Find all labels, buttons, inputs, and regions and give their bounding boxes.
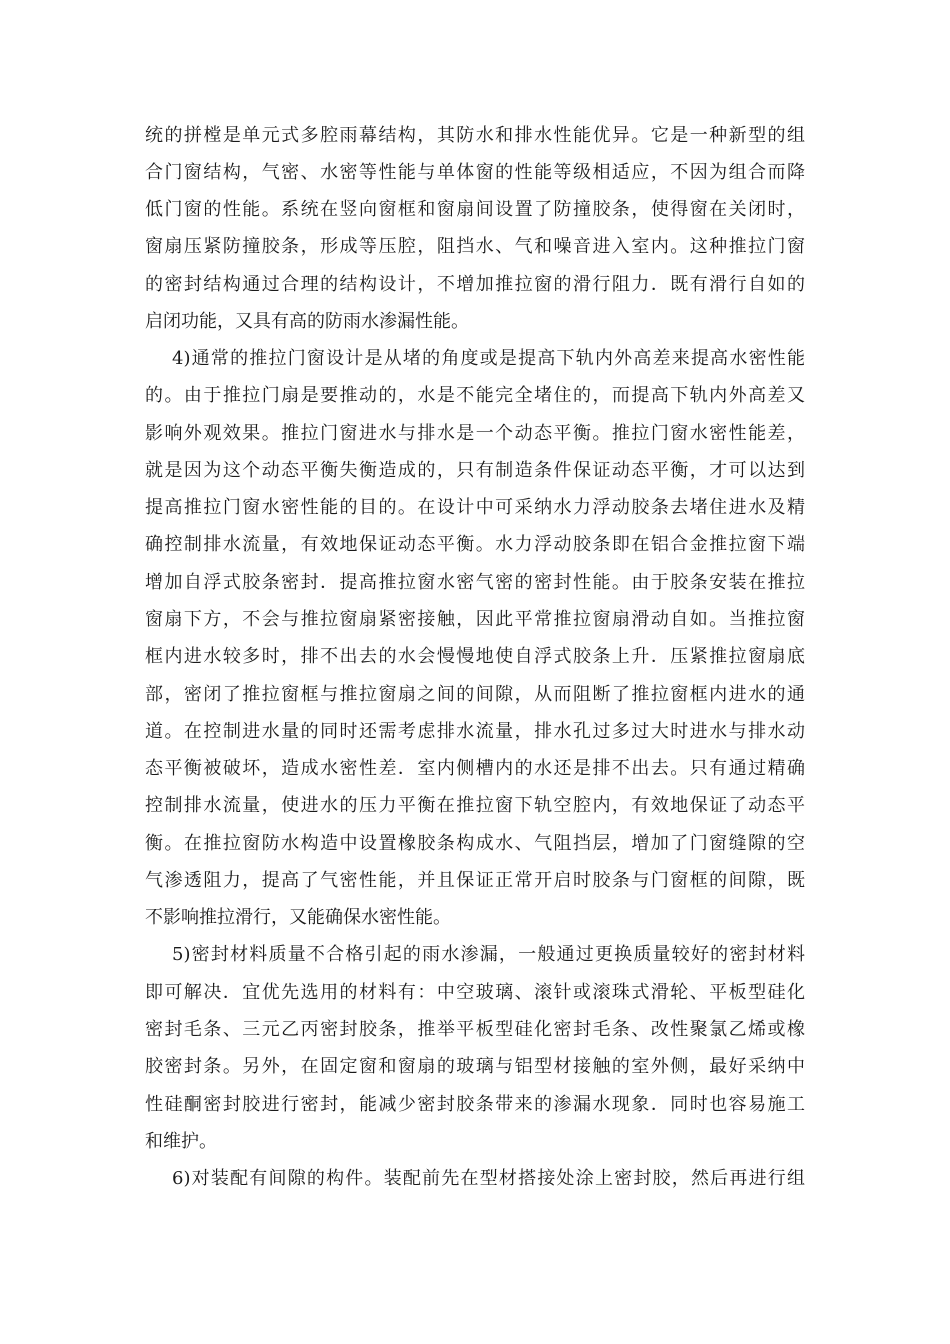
paragraph-4-start: 4)通常的推拉门窗设计是从堵的角度或是提高下轨内外高差来提高水密性能 [172,348,805,369]
text-line: 不影响推拉滑行，又能确保水密性能。 [145,907,451,928]
text-line: 影响外观效果。推拉门窗进水与排水是一个动态平衡。推拉门窗水密性能差， [145,423,805,444]
text-line: 窗扇压紧防撞胶条，形成等压腔，阻挡水、气和噪音进入室内。这种推拉门窗 [145,236,805,257]
text-line: 密封毛条、三元乙丙密封胶条，推举平板型硅化密封毛条、改性聚氯乙烯或橡 [145,1019,805,1040]
text-line: 统的拼樘是单元式多腔雨幕结构，其防水和排水性能优异。它是一种新型的组 [145,125,805,146]
text-line: 合门窗结构，气密、水密等性能与单体窗的性能等级相适应，不因为组合而降 [145,162,805,183]
paragraph-6-start: 6)对装配有间隙的构件。装配前先在型材搭接处涂上密封胶，然后再进行组 [172,1168,805,1189]
text-line: 即可解决．宜优先选用的材料有：中空玻璃、滚针或滚珠式滑轮、平板型硅化 [145,982,805,1003]
text-line: 胶密封条。另外，在固定窗和窗扇的玻璃与铝型材接触的室外侧，最好采纳中 [145,1056,805,1077]
text-line: 启闭功能，又具有高的防雨水渗漏性能。 [145,311,469,332]
text-line: 就是因为这个动态平衡失衡造成的，只有制造条件保证动态平衡，才可以达到 [145,460,805,481]
text-line: 态平衡被破坏，造成水密性差．室内侧槽内的水还是排不出去。只有通过精确 [145,758,805,779]
text-line: 确控制排水流量，有效地保证动态平衡。水力浮动胶条即在铝合金推拉窗下端 [145,534,805,555]
text-line: 增加自浮式胶条密封．提高推拉窗水密气密的密封性能。由于胶条安装在推拉 [145,572,805,593]
text-line: 气渗透阻力，提高了气密性能，并且保证正常开启时胶条与门窗框的间隙，既 [145,870,805,891]
text-line: 衡。在推拉窗防水构造中设置橡胶条构成水、气阻挡层，增加了门窗缝隙的空 [145,833,805,854]
text-line: 性硅酮密封胶进行密封，能减少密封胶条带来的渗漏水现象．同时也容易施工 [145,1094,805,1115]
text-line: 的密封结构通过合理的结构设计，不增加推拉窗的滑行阻力．既有滑行自如的 [145,274,805,295]
text-line: 低门窗的性能。系统在竖向窗框和窗扇间设置了防撞胶条，使得窗在关闭时， [145,199,805,220]
text-line: 的。由于推拉门扇是要推动的，水是不能完全堵住的，而提高下轨内外高差又 [145,385,805,406]
text-line: 道。在控制进水量的同时还需考虑排水流量，排水孔过多过大时进水与排水动 [145,721,805,742]
text-line: 和维护。 [145,1131,217,1152]
text-line: 部，密闭了推拉窗框与推拉窗扇之间的间隙，从而阻断了推拉窗框内进水的通 [145,684,805,705]
text-line: 框内进水较多时，排不出去的水会慢慢地使自浮式胶条上升．压紧推拉窗扇底 [145,646,805,667]
text-line: 提高推拉门窗水密性能的目的。在设计中可采纳水力浮动胶条去堵住进水及精 [145,497,805,518]
text-line: 窗扇下方，不会与推拉窗扇紧密接触，因此平常推拉窗扇滑动自如。当推拉窗 [145,609,805,630]
paragraph-5-start: 5)密封材料质量不合格引起的雨水渗漏，一般通过更换质量较好的密封材料 [172,944,805,965]
text-line: 控制排水流量，使进水的压力平衡在推拉窗下轨空腔内，有效地保证了动态平 [145,795,805,816]
